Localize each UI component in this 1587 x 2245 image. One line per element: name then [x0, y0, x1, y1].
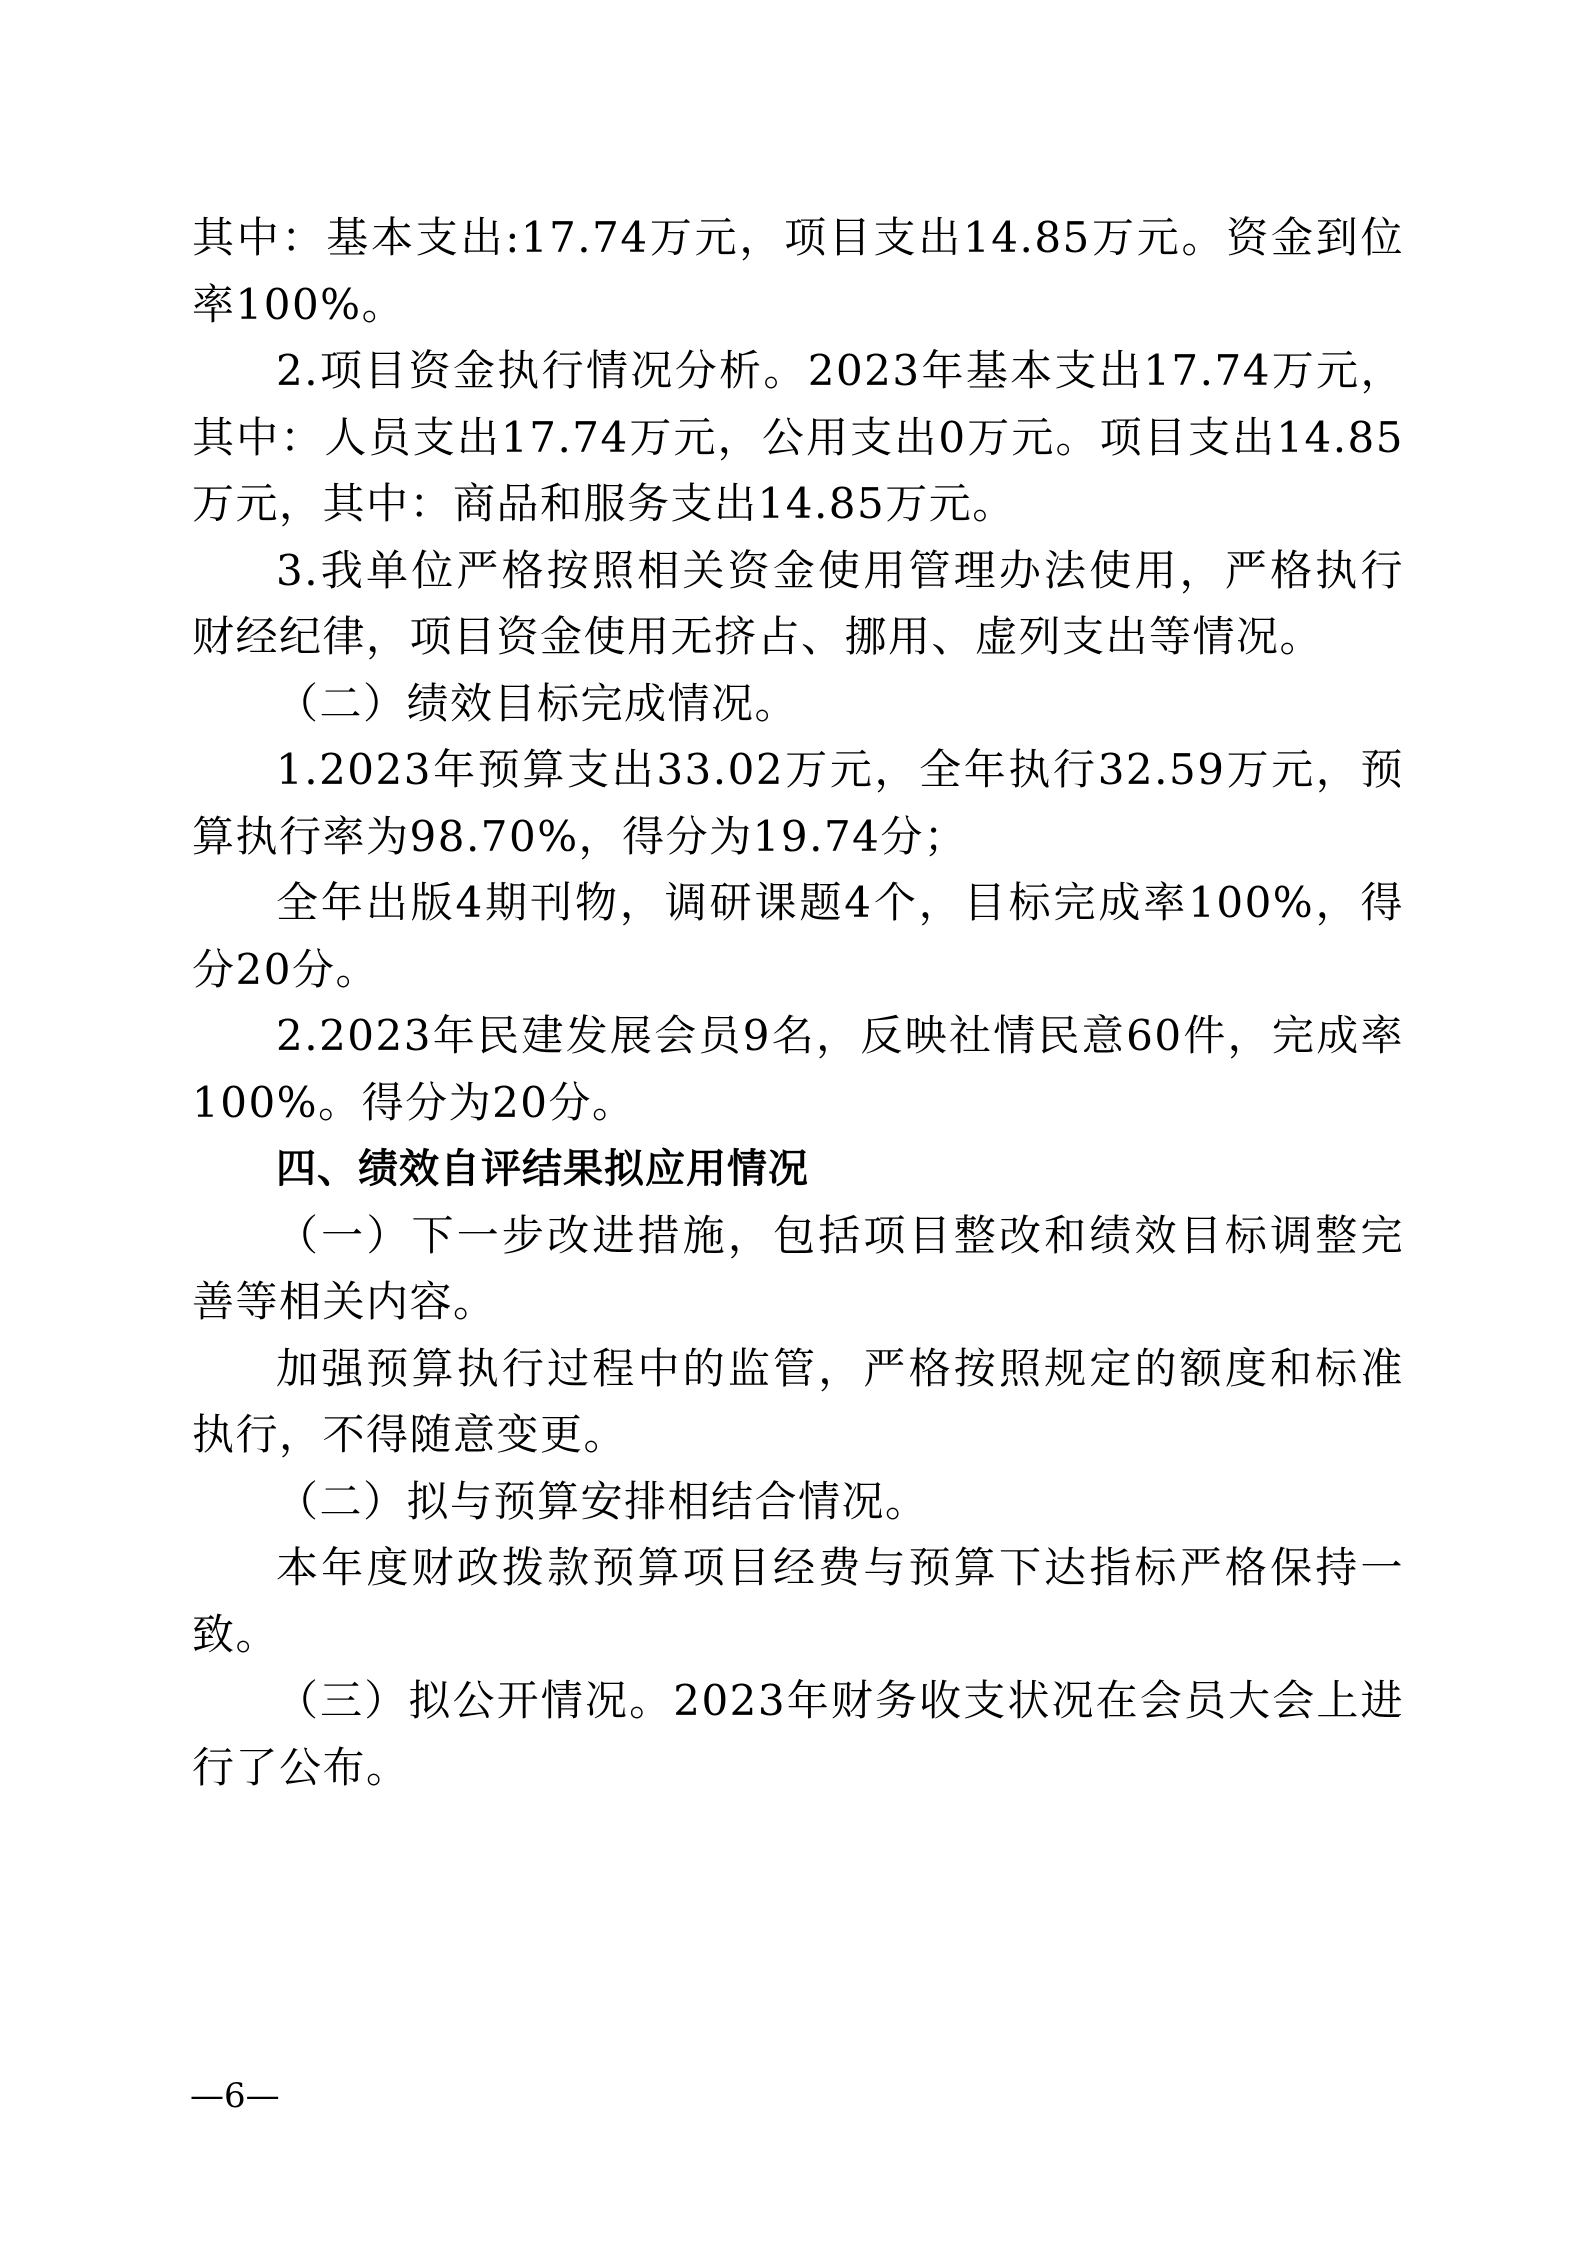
subheading-improvement-measures: （一）下一步改进措施，包括项目整改和绩效目标调整完善等相关内容。 [192, 1210, 1404, 1326]
section-heading-results-application: 四、绩效自评结果拟应用情况 [276, 1146, 809, 1192]
page-number: —6— [190, 2076, 280, 2116]
paragraph-publications-research: 全年出版4期刊物，调研课题4个，目标完成率100%，得分20分。 [192, 878, 1404, 994]
subheading-performance-targets: （二）绩效目标完成情况。 [276, 678, 799, 728]
document-body [192, 205, 1404, 1801]
paragraph-disclosure-status: （三）拟公开情况。2023年财务收支状况在会员大会上进行了公布。 [192, 1676, 1404, 1792]
paragraph-budget-execution-rate: 1.2023年预算支出33.02万元，全年执行32.59万元，预算执行率为98.70%，得分为19.74分； [192, 745, 1404, 861]
paragraph-strengthen-supervision: 加强预算执行过程中的监管，严格按照规定的额度和标准执行，不得随意变更。 [192, 1343, 1404, 1459]
paragraph-fund-usage-compliance: 3.我单位严格按照相关资金使用管理办法使用，严格执行财经纪律，项目资金使用无挤占、挪用、虚列支出等情况。 [192, 545, 1404, 661]
paragraph-budget-consistency: 本年度财政拨款预算项目经费与预算下达指标严格保持一致。 [192, 1543, 1404, 1659]
paragraph-membership-development: 2.2023年民建发展会员9名，反映社情民意60件，完成率100%。得分为20分。 [192, 1011, 1404, 1127]
paragraph-funding-summary: 其中：基本支出:17.74万元，项目支出14.85万元。资金到位率100%。 [192, 213, 1404, 329]
paragraph-fund-execution-analysis: 2.项目资金执行情况分析。2023年基本支出17.74万元，其中：人员支出17.74万元，公用支出0万元。项目支出14.85万元，其中：商品和服务支出14.85万元。 [192, 346, 1404, 528]
subheading-budget-integration: （二）拟与预算安排相结合情况。 [276, 1476, 929, 1526]
